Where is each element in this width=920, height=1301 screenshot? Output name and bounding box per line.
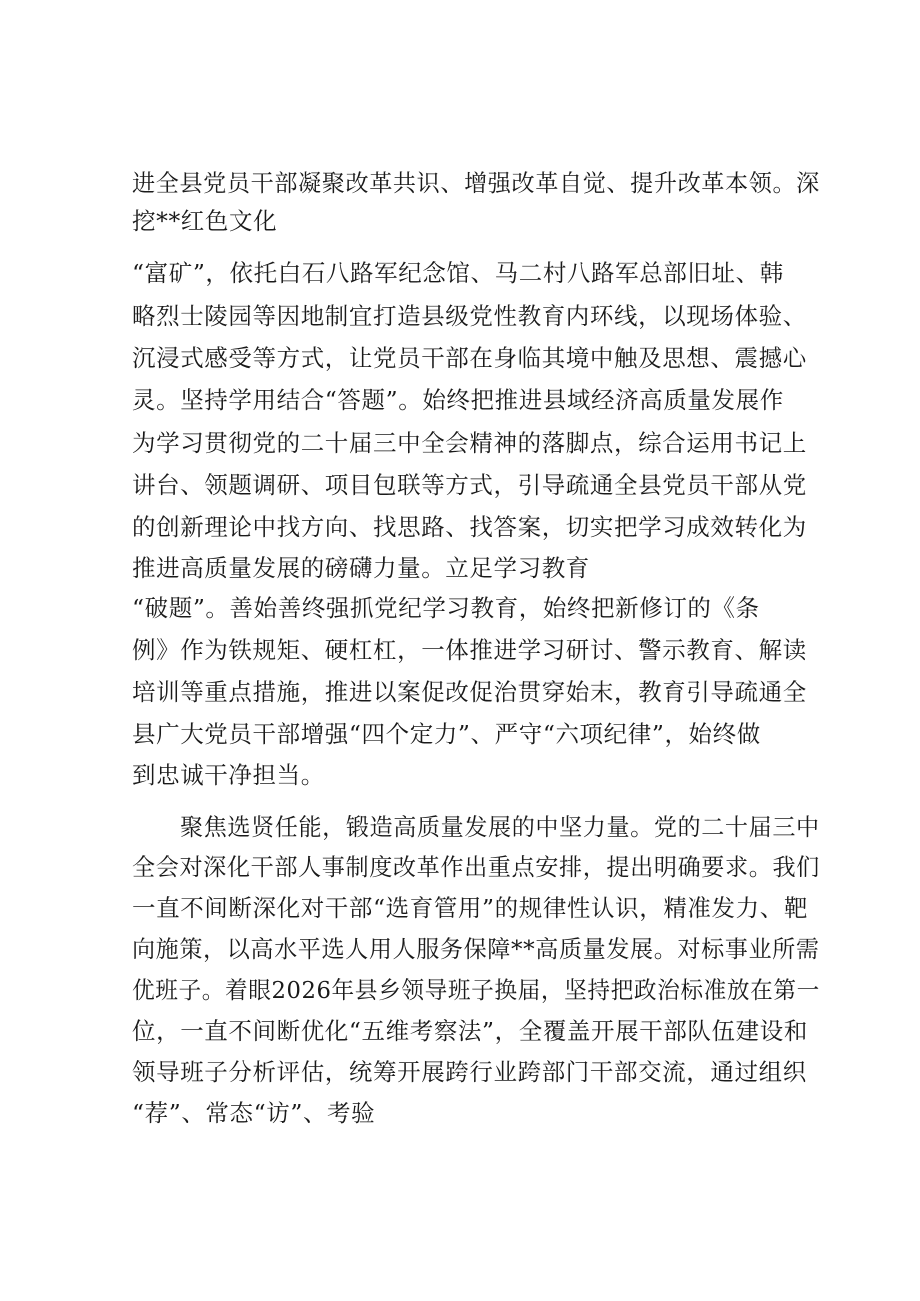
text-line: 向施策，以高水平选人用人服务保障**高质量发展。对标事业所需 xyxy=(132,935,820,963)
text-line: 全会对深化干部人事制度改革作出重点安排，提出明确要求。我们 xyxy=(132,853,820,881)
text-line: 例》作为铁规矩、硬杠杠，一体推进学习研讨、警示教育、解读 xyxy=(132,636,807,664)
text-line: 的创新理论中找方向、找思路、找答案，切实把学习成效转化为 xyxy=(132,513,807,541)
text-line: 领导班子分析评估，统筹开展跨行业跨部门干部交流，通过组织 xyxy=(132,1058,807,1086)
text-line: 挖**红色文化 xyxy=(132,207,278,235)
text-line: 县广大党员干部增强“四个定力”、严守“六项纪律”，始终做 xyxy=(132,720,761,748)
text-line: 为学习贯彻党的二十届三中全会精神的落脚点，综合运用书记上 xyxy=(132,429,807,457)
text-line: 培训等重点措施，推进以案促改促治贯穿始末，教育引导疏通全 xyxy=(132,678,807,706)
text-line: 进全县党员干部凝聚改革共识、增强改革自觉、提升改革本领。深 xyxy=(132,169,820,197)
text-line: 沉浸式感受等方式，让党员干部在身临其境中触及思想、震撼心 xyxy=(132,344,807,372)
text-line: 位，一直不间断优化“五维考察法”，全覆盖开展干部队伍建设和 xyxy=(132,1017,808,1045)
text-line: 灵。坚持学用结合“答题”。始终把推进县域经济高质量发展作 xyxy=(132,386,784,414)
text-line: 讲台、领题调研、项目包联等方式，引导疏通全县党员干部从党 xyxy=(132,471,807,499)
text-line: “破题”。善始善终强抓党纪学习教育，始终把新修订的《条 xyxy=(132,594,760,622)
text-line: 到忠诚干净担当。 xyxy=(132,761,325,789)
paragraph-first-line: 聚焦选贤任能，锻造高质量发展的中坚力量。党的二十届三中 xyxy=(180,813,820,841)
text-line: “荐”、常态“访”、考验 xyxy=(132,1099,376,1127)
text-line: 略烈士陵园等因地制宜打造县级党性教育内环线，以现场体验、 xyxy=(132,302,807,330)
text-line: 一直不间断深化对干部“选育管用”的规律性认识，精准发力、靶 xyxy=(132,894,808,922)
text-line: “富矿”，依托白石八路军纪念馆、马二村八路军总部旧址、韩 xyxy=(132,259,784,287)
text-line: 优班子。着眼2026年县乡领导班子换届，坚持把政治标准放在第一 xyxy=(132,976,820,1004)
text-line: 推进高质量发展的磅礴力量。立足学习教育 xyxy=(132,554,590,582)
